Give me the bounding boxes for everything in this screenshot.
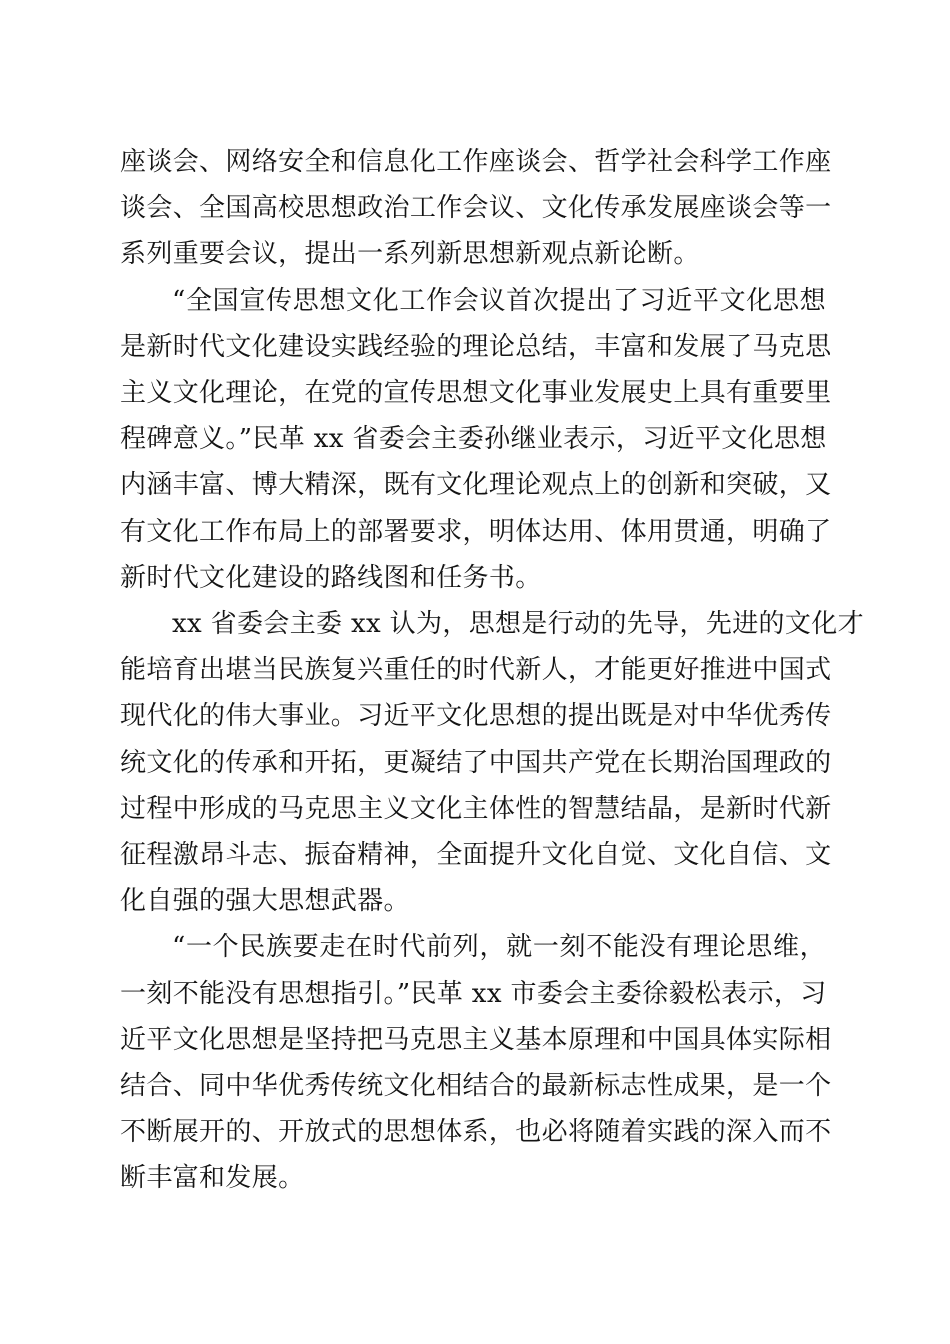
text-line: 不断展开的、开放式的思想体系，也必将随着实践的深入而不 [120,1117,832,1148]
text-line: 结合、同中华优秀传统文化相结合的最新标志性成果，是一个 [120,1071,832,1102]
text-line: 征程激昂斗志、振奋精神，全面提升文化自觉、文化自信、文 [120,840,832,871]
text-line: “全国宣传思想文化工作会议首次提出了习近平文化思想 [172,285,826,316]
text-line: 谈会、全国高校思想政治工作会议、文化传承发展座谈会等一 [120,193,832,224]
paragraph-1 [120,139,832,278]
text-line: 断丰富和发展。 [120,1163,305,1194]
text-line: 新时代文化建设的路线图和任务书。 [120,562,542,593]
text-line: 内涵丰富、博大精深，既有文化理论观点上的创新和突破，又 [120,470,832,501]
paragraph-3 [120,601,864,924]
text-line: 近平文化思想是坚持把马克思主义基本原理和中国具体实际相 [120,1024,832,1055]
text-line: 主义文化理论，在党的宣传思想文化事业发展史上具有重要里 [120,378,832,409]
text-line: 能培育出堪当民族复兴重任的时代新人，才能更好推进中国式 [120,655,832,686]
text-line: 有文化工作布局上的部署要求，明体达用、体用贯通，明确了 [120,516,832,547]
paragraph-2 [120,278,832,601]
text-line: 是新时代文化建设实践经验的理论总结，丰富和发展了马克思 [120,331,832,362]
text-line: “一个民族要走在时代前列，就一刻不能没有理论思维， [172,932,826,963]
text-line: 化自强的强大思想武器。 [120,886,410,917]
text-line: 现代化的伟大事业。习近平文化思想的提出既是对中华优秀传 [120,701,832,732]
document-body [120,139,864,1202]
text-line: 过程中形成的马克思主义文化主体性的智慧结晶，是新时代新 [120,793,832,824]
text-line: 一刻不能没有思想指引。”民革 xx 市委会主委徐毅松表示，习 [120,978,827,1009]
text-line: xx 省委会主委 xx 认为，思想是行动的先导，先进的文化才 [172,609,864,640]
paragraph-4 [120,924,832,1201]
text-line: 系列重要会议，提出一系列新思想新观点新论断。 [120,239,700,270]
text-line: 座谈会、网络安全和信息化工作座谈会、哲学社会科学工作座 [120,147,832,177]
text-line: 统文化的传承和开拓，更凝结了中国共产党在长期治国理政的 [120,747,832,778]
text-line: 程碑意义。”民革 xx 省委会主委孙继业表示，习近平文化思想 [120,424,827,455]
